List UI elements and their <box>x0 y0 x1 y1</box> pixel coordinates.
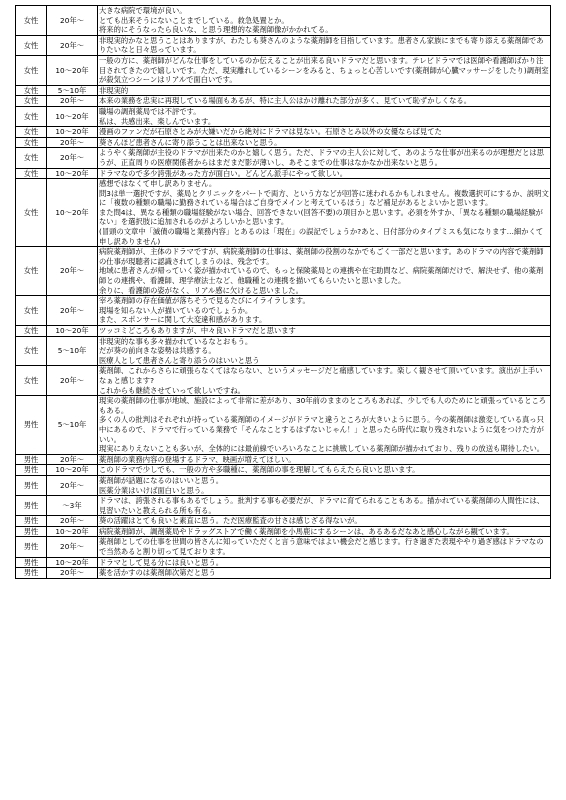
gender-cell: 男性 <box>16 516 47 527</box>
experience-years-cell: 20年～ <box>47 148 98 168</box>
experience-years-cell: 20年～ <box>47 366 98 396</box>
comment-line: ドラマなので多少誇張があった方が面白い。どんどん派手にやって欲しい。 <box>99 168 348 178</box>
comment-cell <box>98 247 551 296</box>
table-row <box>16 465 551 476</box>
comment-cell <box>98 568 551 579</box>
experience-years-cell: 20年～ <box>47 96 98 107</box>
comment-line: また、スポンサーに関して大変違和感があります。 <box>99 315 267 325</box>
gender-cell: 男性 <box>16 475 47 495</box>
comment-cell <box>98 537 551 557</box>
table-row <box>16 85 551 96</box>
table-row <box>16 35 551 55</box>
table-row <box>16 496 551 516</box>
gender-cell: 男性 <box>16 557 47 568</box>
table-row <box>16 55 551 85</box>
comment-line: 薬剤師が話題になるのはいいと思う。 <box>99 475 224 485</box>
table-row <box>16 475 551 495</box>
gender-cell: 男性 <box>16 526 47 537</box>
comment-cell <box>98 106 551 126</box>
comment-cell <box>98 475 551 495</box>
comment-cell <box>98 454 551 465</box>
comment-cell <box>98 396 551 455</box>
gender-cell: 女性 <box>16 96 47 107</box>
comment-line: 病院薬剤師が、調剤薬局やドラッグストアで働く薬剤師を小馬鹿にするシーンは、あるあるだなあと感心しながら観ています。 <box>99 526 514 536</box>
experience-years-cell: 20年～ <box>47 454 98 465</box>
experience-years-cell: 20年～ <box>47 537 98 557</box>
comment-line: 大きな病院で環境が良い。 <box>99 6 187 15</box>
table-row <box>16 296 551 326</box>
gender-cell: 女性 <box>16 6 47 36</box>
gender-cell: 女性 <box>16 127 47 138</box>
comment-line: 現実の薬剤師の仕事が地域、施設によって非常に差があり、30年前のままのところもあれば、少しでも人のためにと頑張っているところもある。 <box>99 396 547 415</box>
gender-cell: 男性 <box>16 454 47 465</box>
table-row <box>16 179 551 247</box>
comment-line: 薬剤師、これからさらに頑張らなくてはならない、というメッセージだと痛感しています。楽しく観させて頂いています。演出が上手いなぁと感じます? <box>99 366 543 385</box>
comment-table-container <box>15 5 551 579</box>
comment-line: だが葵の前向きな姿勢は共感する。 <box>99 346 216 356</box>
experience-years-cell: 5～10年 <box>47 85 98 96</box>
comment-line: ツッコミどころもありますが、中々良いドラマだと思います <box>99 326 296 335</box>
experience-years-cell: 10～20年 <box>47 55 98 85</box>
comment-line: 現実にありえないことも多いが、全体的には最前線でいろいろなことに挑戦している薬剤師が描かれており、残りの放送も期待したい。 <box>99 444 545 454</box>
table-row <box>16 568 551 579</box>
comment-line: 医療人として患者さんと寄り添うのはいいと思う <box>99 355 260 365</box>
gender-cell: 男性 <box>16 496 47 516</box>
comment-cell <box>98 85 551 96</box>
table-row <box>16 537 551 557</box>
comment-line: 葵さんほど患者さんに寄り添うことは出来ないと思う。 <box>99 137 282 147</box>
gender-cell: 女性 <box>16 326 47 337</box>
experience-years-cell: 20年～ <box>47 296 98 326</box>
comment-line: 薬剤師としての仕事を世間の皆さんに知っていただくと言う意味ではよい機会だと感じます。行き過ぎた表現ややり過ぎ感はドラマなので当然あると割り切って見ております。 <box>99 537 544 557</box>
table-row <box>16 168 551 179</box>
comment-line: 医薬分業はいけば面白いと思う。 <box>99 485 209 495</box>
comment-line: ようやく薬剤師が主役のドラマが出来たのかと嬉しく思う。ただ、ドラマの主人公に対して、あのような仕事が出来るのが理想だとは思うが、正直周りの医療関係者からはまだまだ影が薄いし、あそこまでの仕事はなかなか出来ないと思う。 <box>99 148 544 167</box>
comment-line: 非現実的 <box>99 85 129 95</box>
gender-cell: 女性 <box>16 336 47 366</box>
comment-cell <box>98 336 551 366</box>
table-row <box>16 137 551 148</box>
table-row <box>16 366 551 396</box>
comment-cell <box>98 137 551 148</box>
comment-cell <box>98 35 551 55</box>
comment-cell <box>98 526 551 537</box>
comment-line: (冒頭の文章中「滅債の職場と業務内容」とあるのは「現在」の誤記でしょうか?あと、日付部分のタイプミスも気になります…細かくて申し訳ありません) <box>99 227 544 246</box>
table-row <box>16 96 551 107</box>
comment-cell <box>98 516 551 527</box>
comment-line: ドラマは、誇張される事もあるでしょう。批判する事も必要だが、ドラマに育てられることもある。描かれている薬剤師の人間性には、見習いたいと教えられる所も有る。 <box>99 496 545 515</box>
comment-cell <box>98 127 551 138</box>
experience-years-cell: 20年～ <box>47 35 98 55</box>
experience-years-cell: 10～20年 <box>47 526 98 537</box>
comment-line: 感想ではなくて申し訳ありません。 <box>99 179 217 189</box>
comment-cell <box>98 55 551 85</box>
comment-line: 将来的にそうなったら良いな、と思う理想的な薬剤師像がかかれてる。 <box>99 25 333 35</box>
comment-line: 薬剤師の業務内容の登場するドラマ、映画が増えてほしい。 <box>99 454 296 464</box>
survey-comment-rows <box>16 6 551 579</box>
experience-years-cell: 5～10年 <box>47 336 98 366</box>
comment-cell <box>98 179 551 247</box>
comment-line: 問3は単一選択ですが、薬局とクリニックをパートで両方、という方などが回答に迷われるかもしれません。複数選択可にするか、説明文に「複数の種類の職場に勤務されている場合はご自身でメインと考えているほう」など補足があるとよいかと思います。 <box>99 188 549 208</box>
table-row <box>16 336 551 366</box>
comment-line: 葵の活躍はとても良いと素直に思う。ただ医療監査の甘さは感じざる得ないが。 <box>99 516 362 526</box>
comment-line: 余りに、看護師の姿がなく、リアル感に欠けると思いました。 <box>99 285 303 295</box>
comment-line: 本来の業務を忠実に再現している場面もあるが、特に主人公はかけ離れた部分が多く、見ていて恥ずかしくなる。 <box>99 96 471 106</box>
gender-cell: 女性 <box>16 168 47 179</box>
comment-line: 宰ろ薬剤師の存在価値が落ちそうで見るたびにイライラします。 <box>99 296 310 306</box>
comment-line: 薬を活かすのは薬剤師次第だと思う <box>99 568 216 578</box>
comment-cell <box>98 148 551 168</box>
gender-cell: 女性 <box>16 179 47 247</box>
gender-cell: 女性 <box>16 366 47 396</box>
experience-years-cell: 20年～ <box>47 137 98 148</box>
experience-years-cell: 20年～ <box>47 568 98 579</box>
comment-cell <box>98 296 551 326</box>
comment-line: 一般の方に、薬剤師がどんな仕事をしているのか伝えることが出来る良いドラマだと思います。テレビドラマでは医師や看護師ばかり注目されてきたので嬉しいです。ただ、現実離れしているシーンをみると、ちょっと心苦しいです(薬剤師が心臓マッサージをしたり)調剤室が殺気立つシーンはリアルで面白いです。 <box>99 55 549 85</box>
comment-cell <box>98 496 551 516</box>
comment-line: このドラマで少しでも、一般の方や多職種に、薬剤師の事を理解してもらえたら良いと思います。 <box>99 465 420 475</box>
comment-line: これからも継続させていって欲しいですね。 <box>99 385 245 395</box>
comment-cell <box>98 366 551 396</box>
comment-line: ドラマとして見る分には良いと思う。 <box>99 557 224 567</box>
comment-cell <box>98 96 551 107</box>
comment-cell <box>98 168 551 179</box>
comment-line: 職場の調剤薬局では不評です。 <box>99 106 201 116</box>
experience-years-cell: 10～20年 <box>47 168 98 179</box>
comment-cell <box>98 6 551 36</box>
table-row <box>16 454 551 465</box>
comment-line: 地域に患者さんが帰っていく姿が描かれているので、もっと保険薬局との連携や在宅助問など、病院薬剤師だけで、解決せず、他の薬剤師との連携や、看護師、理学療法士など、他職種との連携を描いてもらいたいと思いました。 <box>99 266 544 286</box>
experience-years-cell: 5～10年 <box>47 396 98 455</box>
table-row <box>16 526 551 537</box>
table-row <box>16 557 551 568</box>
table-row <box>16 6 551 36</box>
comment-line: 非現実的な事も多々描かれているなとおもう。 <box>99 336 253 346</box>
gender-cell: 女性 <box>16 247 47 296</box>
table-row <box>16 326 551 337</box>
table-row <box>16 247 551 296</box>
gender-cell: 女性 <box>16 148 47 168</box>
table-row <box>16 396 551 455</box>
comment-line: 私は、共感出来、楽しんでいます。 <box>99 116 216 126</box>
experience-years-cell: 10～20年 <box>47 127 98 138</box>
survey-comment-table <box>15 5 551 579</box>
gender-cell: 男性 <box>16 568 47 579</box>
experience-years-cell: 10～20年 <box>47 106 98 126</box>
comment-cell <box>98 326 551 337</box>
comment-cell <box>98 557 551 568</box>
comment-line: 多くの人の批判はそれぞれが持っている薬剤師のイメージがドラマと違うところが大きいように思う。今の薬剤師は激変している真っ只中にあるので、ドラマで行っている業務で「そんなことするはずないじゃん！」と思ったら時代に取り残されないように気をつけた方がいい。 <box>99 415 544 444</box>
gender-cell: 女性 <box>16 106 47 126</box>
gender-cell: 男性 <box>16 537 47 557</box>
comment-line: とても出来そうにないことまでしている。救急処置とか。 <box>99 15 289 25</box>
gender-cell: 女性 <box>16 296 47 326</box>
comment-line: 現場を知らない人が描いているのでしょうか。 <box>99 305 253 315</box>
experience-years-cell: 10～20年 <box>47 179 98 247</box>
experience-years-cell: 10～20年 <box>47 326 98 337</box>
comment-line: 非現実的かなと思うことはありますが、わたしも葵さんのような薬剤師を目指しています。患者さん家族にまでも寄り添える薬剤師でありたいなと日々思っています。 <box>99 35 544 55</box>
table-row <box>16 148 551 168</box>
experience-years-cell: 10～20年 <box>47 557 98 568</box>
table-row <box>16 127 551 138</box>
experience-years-cell: ～3年 <box>47 496 98 516</box>
experience-years-cell: 20年～ <box>47 475 98 495</box>
gender-cell: 女性 <box>16 55 47 85</box>
gender-cell: 女性 <box>16 35 47 55</box>
comment-cell <box>98 465 551 476</box>
table-row <box>16 106 551 126</box>
table-row <box>16 516 551 527</box>
experience-years-cell: 20年～ <box>47 6 98 36</box>
experience-years-cell: 10～20年 <box>47 465 98 476</box>
comment-line: また問4は、異なる種類の職場経験がない場合、回答できない(回答不要)の項目かと思います。必須を外すか、「異なる種類の職場経験がない」を選択肢に追加されるのがよろしいかと思います。 <box>99 207 543 227</box>
gender-cell: 男性 <box>16 396 47 455</box>
experience-years-cell: 20年～ <box>47 516 98 527</box>
experience-years-cell: 20年～ <box>47 247 98 296</box>
comment-line: 漫画のファンだが石原さとみが大嫌いだから絶対にドラマは見ない。石原さとみ以外の女優ならば見てた <box>99 127 442 137</box>
gender-cell: 女性 <box>16 137 47 148</box>
gender-cell: 女性 <box>16 85 47 96</box>
comment-line: 病院薬剤師が、主体のドラマですが、病院薬剤師の仕事は、薬剤師の役割のなかでもごく一部だと思います。あのドラマの内容で薬剤師の仕事が現聴者に認識されてしまうのは、残念です。 <box>99 247 544 266</box>
gender-cell: 男性 <box>16 465 47 476</box>
